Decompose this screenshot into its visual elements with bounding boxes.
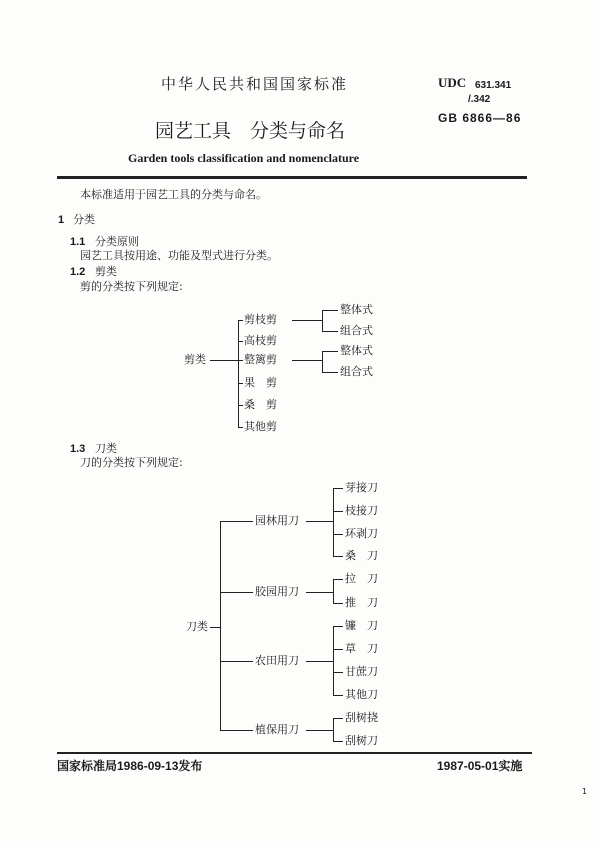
tree-connector-line bbox=[220, 592, 253, 593]
tree-connector-line bbox=[333, 672, 343, 673]
tree-connector-line bbox=[292, 360, 322, 361]
tree-connector-line bbox=[220, 661, 253, 662]
tree-node: 桑 剪 bbox=[244, 398, 277, 411]
tree-leaf: 整体式 bbox=[340, 303, 373, 316]
tree-leaf: 枝接刀 bbox=[345, 504, 378, 517]
tree-leaf: 其他刀 bbox=[345, 688, 378, 701]
tree-leaf: 推 刀 bbox=[345, 596, 378, 609]
tree-connector-line bbox=[322, 351, 323, 372]
tree-connector-line bbox=[333, 603, 343, 604]
country-standard: 中华人民共和国国家标准 bbox=[161, 75, 349, 93]
issued-date: 国家标准局1986-09-13发布 bbox=[57, 759, 203, 773]
tree-connector-line bbox=[333, 649, 343, 650]
tree-leaf: 整体式 bbox=[340, 344, 373, 357]
gb-number: GB 6866—86 bbox=[438, 111, 522, 125]
tree-connector-line bbox=[306, 661, 333, 662]
tree-connector-line bbox=[238, 405, 243, 406]
tree-connector-line bbox=[238, 320, 239, 428]
tree-connector-line bbox=[333, 488, 334, 557]
footer-divider bbox=[57, 752, 532, 754]
section-1-1-num: 1.1 bbox=[70, 236, 86, 248]
tree-connector-line bbox=[210, 627, 220, 628]
tree-connector-line bbox=[333, 626, 334, 696]
tree-leaf: 芽接刀 bbox=[345, 481, 378, 494]
tree-leaf: 镰 刀 bbox=[345, 619, 378, 632]
tree-leaf: 草 刀 bbox=[345, 642, 378, 655]
tree-connector-line bbox=[220, 730, 253, 731]
tree-connector-line bbox=[220, 521, 221, 731]
tree-node: 高枝剪 bbox=[244, 334, 277, 347]
tree-connector-line bbox=[333, 579, 334, 604]
tree-leaf: 组合式 bbox=[340, 324, 373, 337]
tree-connector-line bbox=[333, 511, 343, 512]
section-1-2-num: 1.2 bbox=[70, 266, 86, 278]
section-1-title: 分类 bbox=[73, 213, 95, 226]
tree-connector-line bbox=[333, 556, 343, 557]
tree-leaf: 环剥刀 bbox=[345, 527, 378, 540]
tree-node: 农田用刀 bbox=[255, 654, 299, 667]
tree-connector-line bbox=[238, 427, 243, 428]
tree-node: 果 剪 bbox=[244, 376, 277, 389]
tree-leaf: 组合式 bbox=[340, 365, 373, 378]
tree-connector-line bbox=[322, 372, 338, 373]
header-divider bbox=[57, 176, 527, 179]
tree-connector-line bbox=[306, 730, 333, 731]
tree-leaf: 桑 刀 bbox=[345, 549, 378, 562]
tree-node: 剪枝剪 bbox=[244, 313, 277, 326]
tree-connector-line bbox=[306, 592, 333, 593]
tree-connector-line bbox=[306, 521, 333, 522]
tree-connector-line bbox=[333, 718, 343, 719]
section-1-3-text: 刀的分类按下列规定: bbox=[80, 456, 183, 469]
tree-root: 刀类 bbox=[186, 620, 208, 633]
tree-connector-line bbox=[322, 331, 338, 332]
udc-number-1: 631.341 bbox=[475, 80, 512, 91]
tree-connector-line bbox=[333, 626, 343, 627]
tree-connector-line bbox=[238, 341, 243, 342]
page-number: 1 bbox=[582, 787, 588, 796]
effective-date: 1987-05-01实施 bbox=[437, 759, 523, 773]
tree-connector-line bbox=[238, 320, 243, 321]
tree-connector-line bbox=[333, 488, 343, 489]
tree-node: 植保用刀 bbox=[255, 723, 299, 736]
section-1-1-text: 园艺工具按用途、功能及型式进行分类。 bbox=[80, 249, 278, 262]
section-1-2-title: 剪类 bbox=[95, 265, 117, 278]
tree-node: 胶园用刀 bbox=[255, 585, 299, 598]
tree-connector-line bbox=[333, 534, 343, 535]
udc-number-2: /.342 bbox=[468, 94, 491, 105]
tree-connector-line bbox=[322, 310, 323, 331]
section-1-2-text: 剪的分类按下列规定: bbox=[80, 280, 183, 293]
tree-connector-line bbox=[220, 521, 253, 522]
title-cn: 园艺工具 分类与命名 bbox=[155, 120, 346, 142]
tree-root: 剪类 bbox=[184, 353, 206, 366]
tree-connector-line bbox=[238, 383, 243, 384]
intro-text: 本标准适用于园艺工具的分类与命名。 bbox=[80, 188, 267, 201]
tree-leaf: 甘蔗刀 bbox=[345, 665, 378, 678]
tree-connector-line bbox=[333, 718, 334, 742]
section-1-1-title: 分类原则 bbox=[95, 235, 139, 248]
tree-node: 整篱剪 bbox=[244, 353, 277, 366]
tree-connector-line bbox=[322, 310, 338, 311]
section-1-3-num: 1.3 bbox=[70, 443, 86, 455]
udc-label: UDC bbox=[438, 75, 467, 90]
tree-connector-line bbox=[238, 360, 243, 361]
tree-connector-line bbox=[333, 579, 343, 580]
tree-connector-line bbox=[333, 741, 343, 742]
tree-leaf: 拉 刀 bbox=[345, 572, 378, 585]
section-1-3-title: 刀类 bbox=[95, 442, 117, 455]
tree-connector-line bbox=[210, 360, 238, 361]
section-1-num: 1 bbox=[58, 214, 65, 226]
tree-connector-line bbox=[292, 320, 322, 321]
tree-connector-line bbox=[322, 351, 338, 352]
tree-leaf: 刮树挠 bbox=[345, 711, 378, 724]
tree-node: 园林用刀 bbox=[255, 514, 299, 527]
tree-connector-line bbox=[333, 695, 343, 696]
title-en: Garden tools classification and nomenclature bbox=[128, 151, 360, 165]
tree-leaf: 刮树刀 bbox=[345, 734, 378, 747]
tree-node: 其他剪 bbox=[244, 420, 277, 433]
